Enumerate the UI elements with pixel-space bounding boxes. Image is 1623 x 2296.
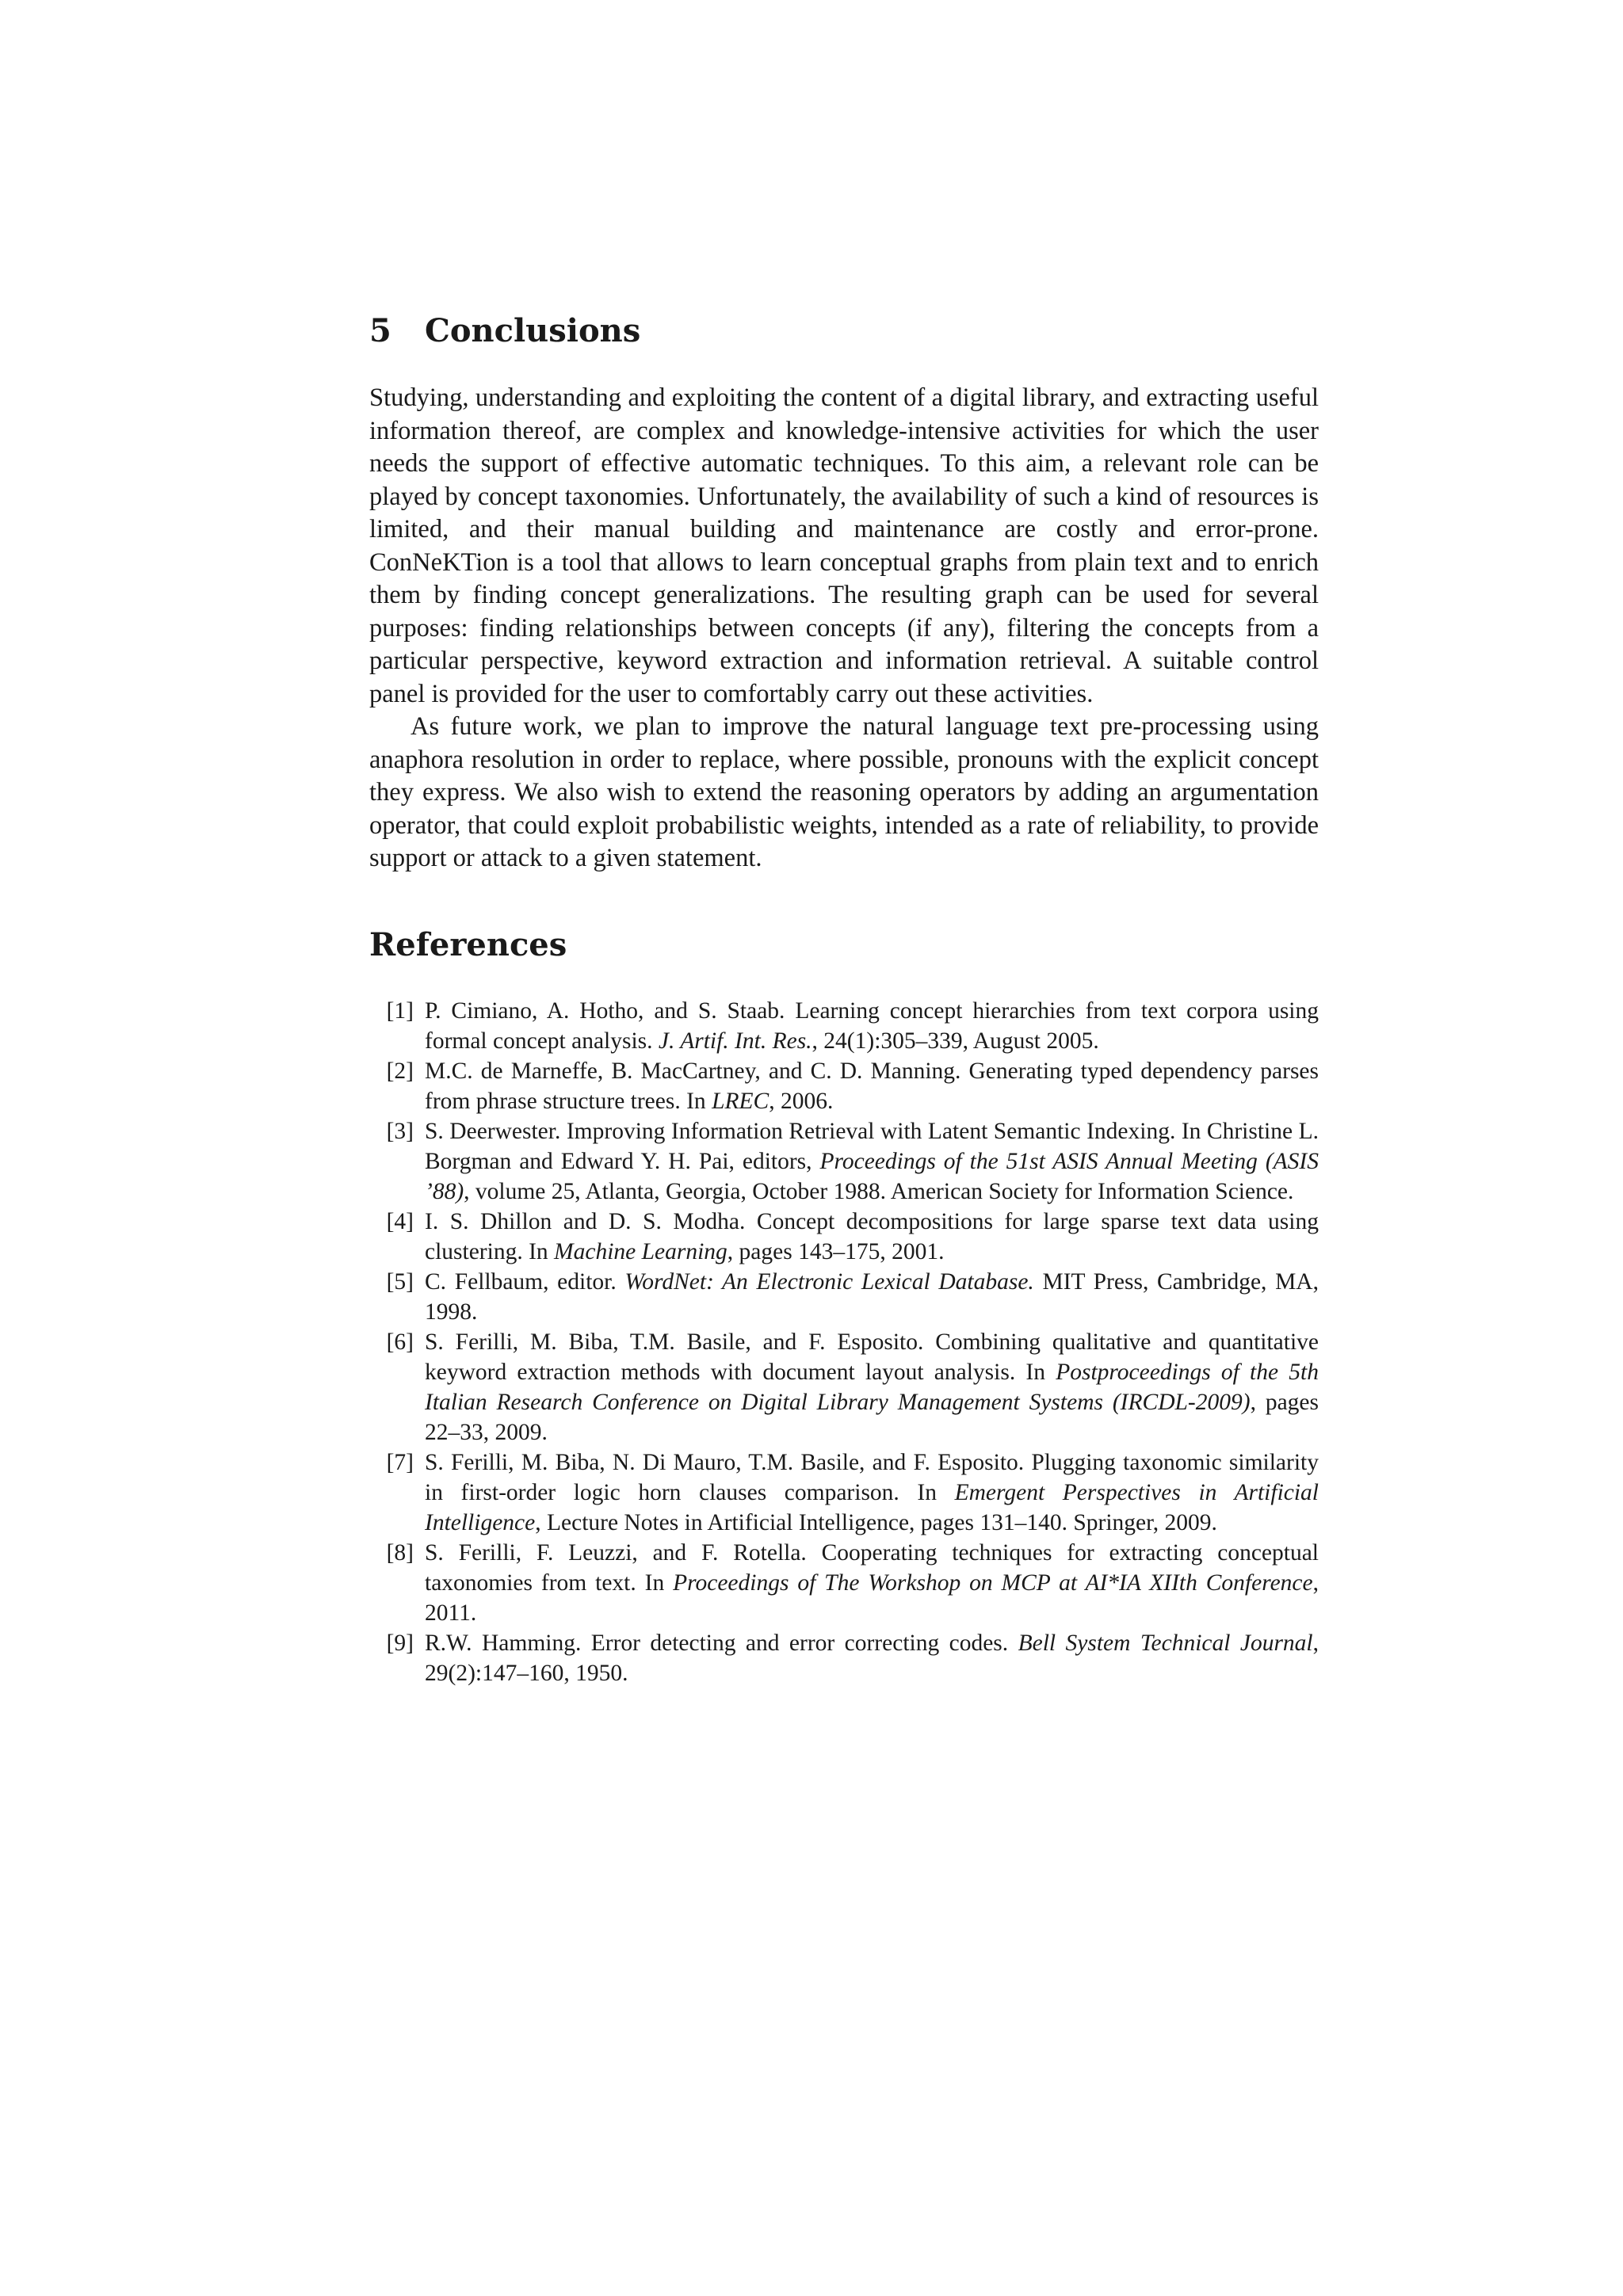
section-heading — [369, 309, 1319, 353]
future-work-paragraph: As future work, we plan to improve the natural language text pre-processing using anaphora resolution in order to replace, where possible, pronouns with the explicit concept they express. We also wish to extend the reasoning operators by adding an argumentation operator, that could exploit probabilistic weights, intended as a rate of reliability, to provide support or attack to a given statement. — [369, 712, 1319, 872]
section-number: 5 — [369, 312, 391, 349]
reference-label: [7] — [386, 1449, 414, 1475]
reference-text: R.W. Hamming. Error detecting and error correcting codes. Bell System Technical Journal, 29(2):147–160, 1950. — [425, 1630, 1319, 1686]
reference-text: P. Cimiano, A. Hotho, and S. Staab. Learning concept hierarchies from text corpora using formal concept analysis. J. Artif. Int. Res., 24(1):305–339, August 2005. — [425, 997, 1319, 1054]
reference-item — [369, 1538, 1319, 1628]
reference-label: [6] — [386, 1329, 414, 1355]
reference-text: S. Ferilli, M. Biba, T.M. Basile, and F. Esposito. Combining qualitative and quantitative keyword extraction methods with document layout analysis. In Postproceedings of the 5th Italian Research Conference on Digital Library Management Systems (IRCDL-2009), pages 22–33, 2009. — [425, 1329, 1319, 1445]
reference-text: I. S. Dhillon and D. S. Modha. Concept decompositions for large sparse text data using clustering. In Machine Learning, pages 143–175, 2001. — [425, 1208, 1319, 1264]
reference-item — [369, 1447, 1319, 1538]
reference-item — [369, 1207, 1319, 1267]
reference-list — [369, 996, 1319, 1688]
page-content — [369, 309, 1319, 1688]
reference-label: [1] — [386, 997, 414, 1024]
reference-item — [369, 1116, 1319, 1207]
reference-text: M.C. de Marneffe, B. MacCartney, and C. D. Manning. Generating typed dependency parses from phrase structure trees. In LREC, 2006. — [425, 1058, 1319, 1114]
conclusions-paragraph: Studying, understanding and exploiting the content of a digital library, and extracting useful information thereof, are complex and knowledge-intensive activities for which the user needs the support of effective automatic techniques. To this aim, a relevant role can be played by concept taxonomies. Unfortunately, the availability of such a kind of resources is limited, and their manual building and maintenance are costly and error-prone. ConNeKTion is a tool that allows to learn conceptual graphs from plain text and to enrich them by finding concept generalizations. The resulting graph can be used for several purposes: finding relationships between concepts (if any), filtering the concepts from a particular perspective, keyword extraction and information retrieval. A suitable control panel is provided for the user to comfortably carry out these activities. — [369, 383, 1319, 708]
reference-label: [8] — [386, 1539, 414, 1566]
reference-label: [2] — [386, 1058, 414, 1084]
reference-text: S. Ferilli, F. Leuzzi, and F. Rotella. Cooperating techniques for extracting conceptual taxonomies from text. In Proceedings of The Workshop on MCP at AI*IA XIIth Conference, 2011. — [425, 1539, 1319, 1626]
reference-label: [3] — [386, 1118, 414, 1144]
reference-item — [369, 996, 1319, 1056]
reference-label: [5] — [386, 1268, 414, 1295]
reference-text: S. Ferilli, M. Biba, N. Di Mauro, T.M. Basile, and F. Esposito. Plugging taxonomic similarity in first-order logic horn clauses comparison. In Emergent Perspectives in Artificial Intelligence, Lecture Notes in Artificial Intelligence, pages 131–140. Springer, 2009. — [425, 1449, 1319, 1535]
reference-item — [369, 1327, 1319, 1447]
section-title: Conclusions — [425, 312, 641, 349]
reference-item — [369, 1056, 1319, 1116]
references-heading: References — [369, 925, 567, 963]
reference-item — [369, 1267, 1319, 1327]
reference-label: [4] — [386, 1208, 414, 1234]
reference-item — [369, 1628, 1319, 1688]
reference-text: C. Fellbaum, editor. WordNet: An Electronic Lexical Database. MIT Press, Cambridge, MA, 1998. — [425, 1268, 1319, 1325]
reference-label: [9] — [386, 1630, 414, 1656]
reference-text: S. Deerwester. Improving Information Retrieval with Latent Semantic Indexing. In Christine L. Borgman and Edward Y. H. Pai, editors, Proceedings of the 51st ASIS Annual Meeting (ASIS ’88), volume 25, Atlanta, Georgia, October 1988. American Society for Information Science. — [425, 1118, 1319, 1204]
